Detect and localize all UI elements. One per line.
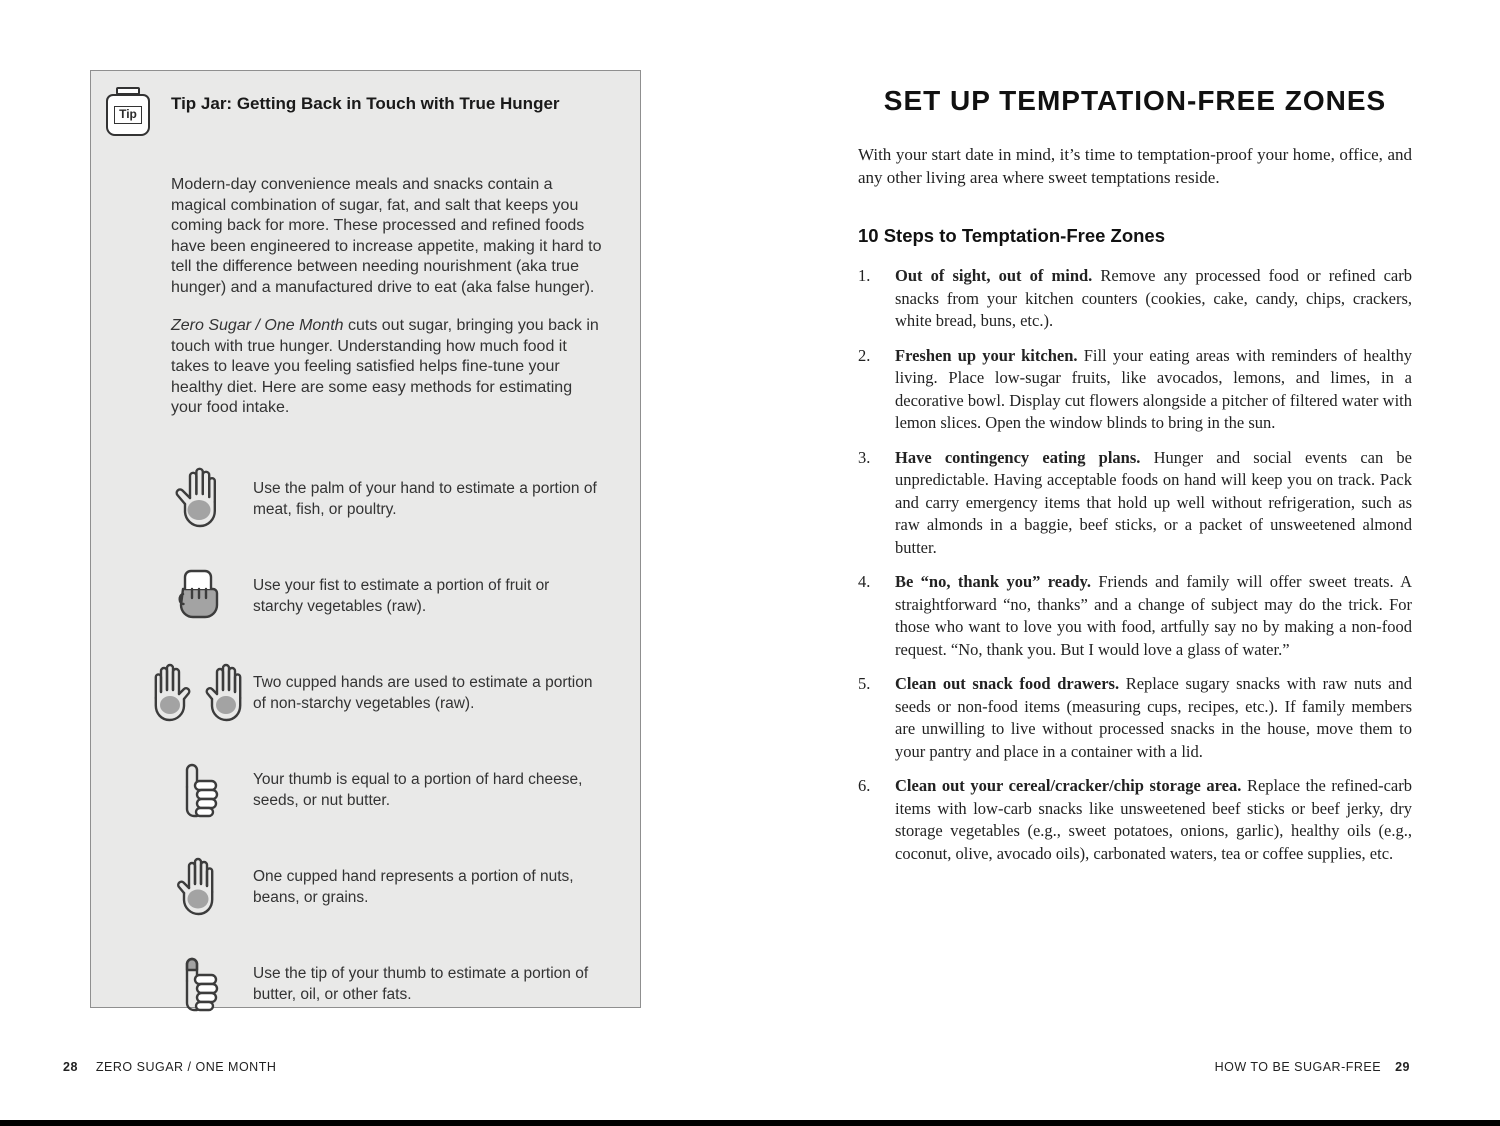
step-text: Remove any processed food or refined carb snacks from your kitchen counters (cookies, cake, candy, chips, crackers, white bread, buns, etc.). (895, 266, 1412, 330)
list-item (143, 742, 598, 839)
list-item (858, 345, 1412, 435)
tip-text: Two cupped hands are used to estimate a portion of non-starchy vegetables (raw). (253, 674, 593, 712)
step-body (895, 775, 1412, 865)
list-item (858, 571, 1412, 661)
left-running-title: ZERO SUGAR / ONE MONTH (95, 1060, 277, 1074)
right-page-number: 29 (1395, 1060, 1410, 1074)
book-title-italic: Zero Sugar / One Month (171, 317, 344, 334)
page-title: SET UP TEMPTATION-FREE ZONES (883, 85, 1387, 116)
step-number: 6. (858, 776, 871, 795)
step-lead: Clean out snack food drawers. (895, 674, 1120, 693)
list-item (858, 775, 1412, 865)
thumb-tip-icon (143, 951, 253, 1017)
step-lead: Have contingency eating plans. (895, 447, 1141, 467)
step-number: 2. (858, 345, 871, 365)
thumb-icon (143, 757, 253, 823)
right-page-footer (1215, 1060, 1410, 1074)
tip-text: Use the tip of your thumb to estimate a portion of butter, oil, or other fats. (253, 965, 589, 1003)
tip-jar-sidebar-box (90, 70, 641, 1008)
step-text: Fill your eating areas with reminders of healthy living. Place low-sugar fruits, like avocados, lemons, and limes, in a decorative bowl. Display cut flowers alongside a pitcher of filtered water with lemon slices. Open the window blinds to bring in the sun. (895, 345, 1412, 432)
cupped-hand-icon (143, 854, 253, 920)
step-text: Hunger and social events can be unpredictable. Having acceptable foods on hand will keep you on track. Pack and carry emergency items that hold up well without refrigeration, such as raw almonds in a baggie, beef sticks, or a packet of unsweetened almond butter. (895, 447, 1412, 557)
list-item (143, 451, 598, 548)
step-body (895, 673, 1412, 763)
tip-text: Use your fist to estimate a portion of fruit or starchy vegetables (raw). (253, 577, 550, 615)
list-item (143, 548, 598, 645)
list-item (858, 265, 1412, 333)
step-number: 3. (858, 447, 871, 467)
list-item (143, 839, 598, 936)
left-page-footer (63, 1060, 276, 1074)
tip-text: One cupped hand represents a portion of nuts, beans, or grains. (253, 868, 574, 906)
fist-icon (143, 563, 253, 629)
jar-body (106, 94, 150, 136)
step-number: 5. (858, 674, 871, 693)
tip-text: Your thumb is equal to a portion of hard cheese, seeds, or nut butter. (253, 771, 583, 809)
list-item (143, 645, 598, 742)
step-number: 4. (858, 572, 871, 591)
step-lead: Clean out your cereal/cracker/chip storage area. (895, 776, 1242, 795)
step-body (895, 345, 1412, 435)
palm-hand-icon (143, 466, 253, 532)
two-cupped-hands-icon (143, 660, 253, 726)
step-lead: Be “no, thank you” ready. (895, 572, 1091, 591)
tip-box-paragraphs (91, 163, 640, 419)
tip-jar-icon (105, 87, 151, 139)
step-body (895, 447, 1412, 560)
list-item (858, 673, 1412, 763)
step-text: Replace the refined-carb items with low-carb snacks like unsweetened beef sticks or beef jerky, dry storage vegetables (e.g., sweet potatoes, onions, garlic), healthy oils (e.g., coconut, olive, avocado oils), carbonated waters, tea or coffee supplies, etc. (895, 776, 1412, 863)
tip-paragraph-1: Modern-day convenience meals and snacks contain a magical combination of sugar, fat, and salt that keeps you coming back for more. These processed and refined foods have been engineered to increase appetite, making it hard to tell the difference between needing nourishment (aka true hunger) and a manufactured drive to eat (aka false hunger). (171, 176, 602, 296)
list-item (858, 447, 1412, 560)
steps-list (858, 265, 1412, 865)
right-running-title: HOW TO BE SUGAR-FREE (1214, 1060, 1382, 1074)
tip-box-header (91, 71, 640, 163)
section-subheading: 10 Steps to Temptation-Free Zones (858, 225, 1166, 246)
intro-paragraph: With your start date in mind, it’s time to temptation-proof your home, office, and any other living area where sweet temptations reside. (858, 145, 1412, 187)
right-page (858, 85, 1412, 877)
step-lead: Freshen up your kitchen. (895, 345, 1078, 365)
step-text: Friends and family will offer sweet treats. A straightforward “no, thanks” and a change of subject may do the trick. For those who want to love you with food, artfully say no by making a non-food request. “No, thank you. But I would love a glass of water.” (895, 572, 1412, 659)
step-text: Replace sugary snacks with raw nuts and seeds or non-food items (measuring cups, recipes, etc.). If family members are unwilling to live without processed snacks in the house, move them to your pantry and place in a container with a lid. (895, 674, 1412, 761)
bottom-edge-bar (0, 1120, 1500, 1126)
step-body (895, 265, 1412, 333)
step-lead: Out of sight, out of mind. (895, 266, 1093, 285)
step-number: 1. (858, 266, 871, 285)
list-item (143, 936, 598, 1033)
step-body (895, 571, 1412, 661)
jar-label: Tip (114, 106, 142, 123)
tip-paragraph-2: Zero Sugar / One Month cuts out sugar, bringing you back in touch with true hunger. Understanding how much food it takes to leave you feeling satisfied helps fine-tune your healthy diet. Here are some easy methods for estimating your food intake. (171, 317, 599, 416)
left-page-number: 28 (63, 1060, 78, 1074)
tip-text: Use the palm of your hand to estimate a portion of meat, fish, or poultry. (253, 480, 597, 518)
portion-tips-list (91, 437, 640, 1033)
tip-box-title: Tip Jar: Getting Back in Touch with True Hunger (171, 94, 560, 113)
